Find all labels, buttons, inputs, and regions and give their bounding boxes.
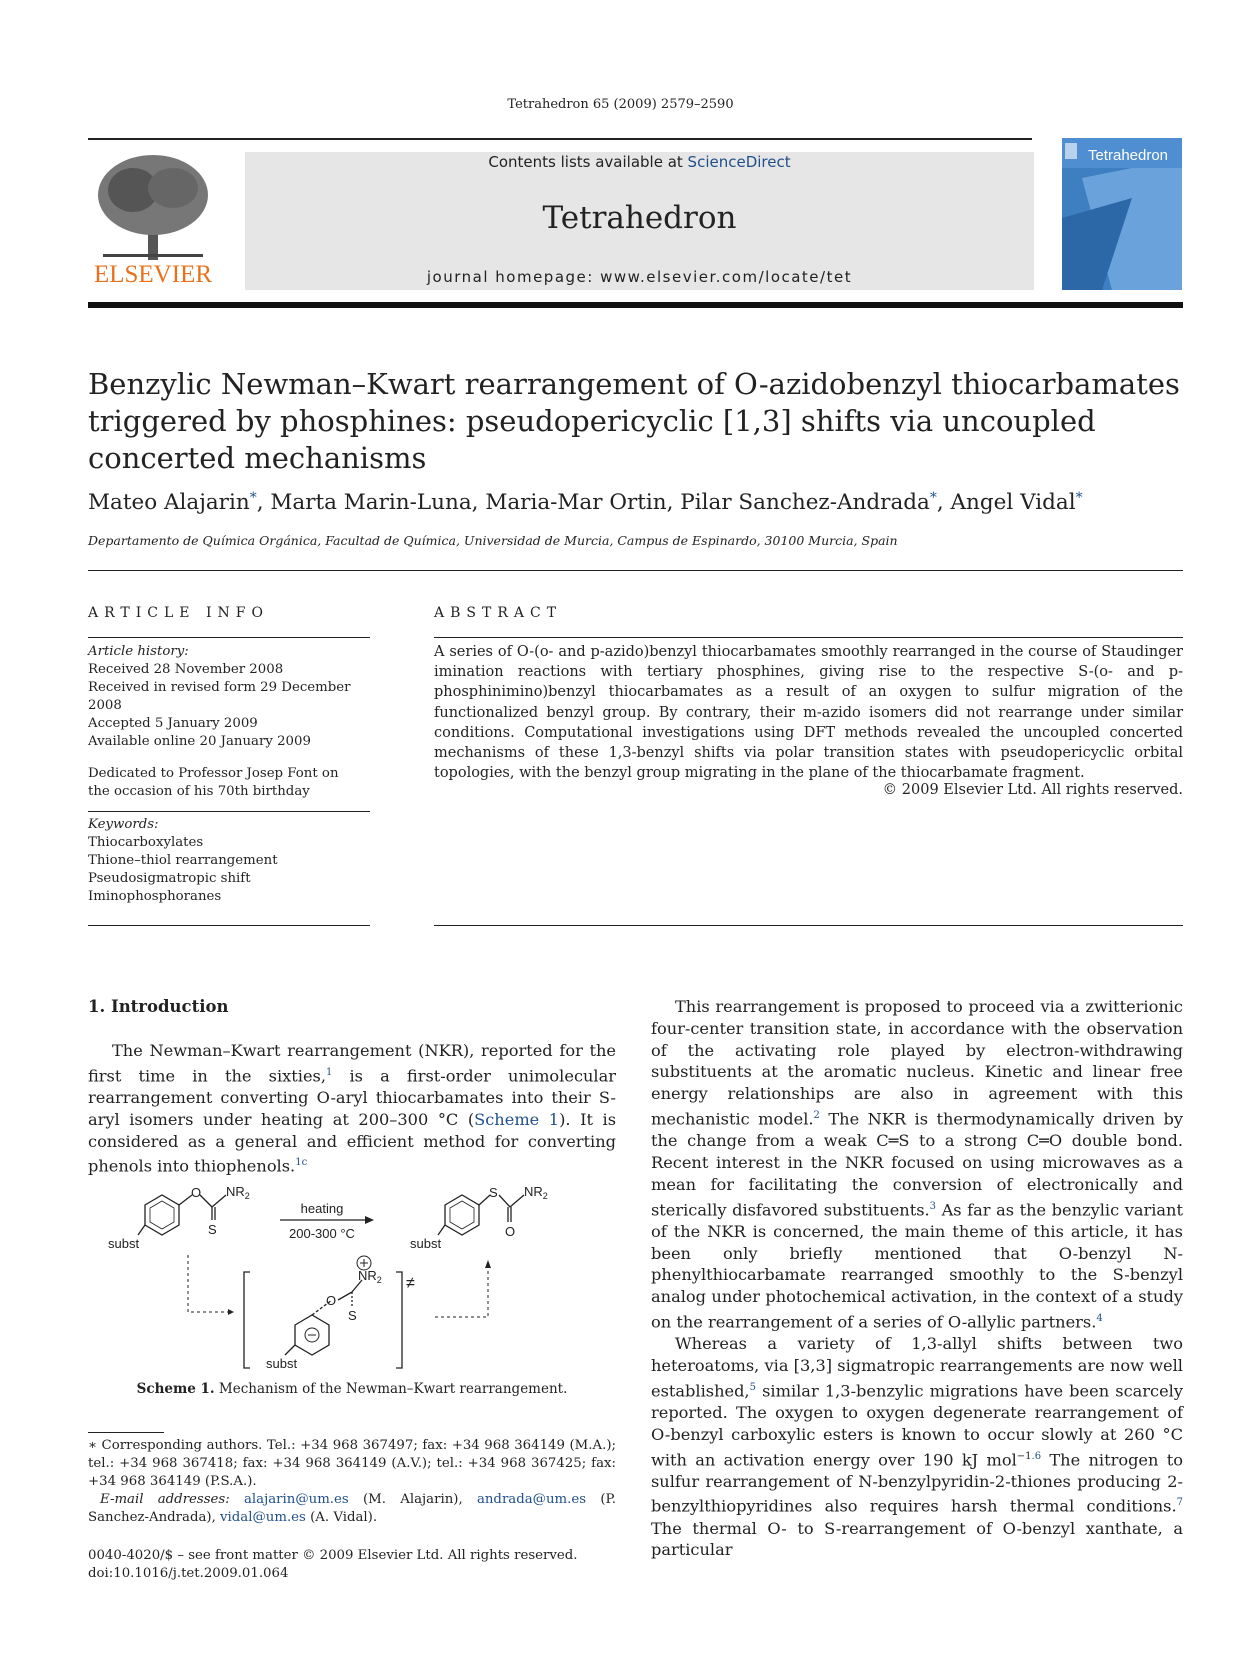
intro-right-column <box>651 996 1183 1561</box>
transition-state-mark: ≠ <box>406 1275 415 1292</box>
text-run: ). It is considered as a general and efficient method for converting phenols into thiophenols. <box>88 1109 617 1176</box>
scheme-caption-label: Scheme 1. <box>136 1381 215 1397</box>
footnote-rule <box>88 1432 164 1433</box>
elsevier-wordmark: ELSEVIER <box>93 261 213 288</box>
arrow-head-icon <box>485 1260 491 1268</box>
author-name[interactable]: Marta Marin-Luna <box>270 490 472 515</box>
text-run: As far as the benzylic variant of the NKR is concerned, the main theme of this article, it has been only briefly mentioned that O-benzyl N-phenylthiocarbamate rearranged smoothly to the S-benzyl analog under photochemical activation, in the context of a study on the rearrangement of a series of O-allylic partners. <box>651 1199 1183 1332</box>
contents-prefix: Contents lists available at <box>488 153 688 171</box>
dedication: Dedicated to Professor Josep Font on the occasion of his 70th birthday <box>88 766 339 799</box>
intro-left-paragraph <box>88 1040 616 1178</box>
header-rule <box>88 138 1032 140</box>
author-name[interactable]: Maria-Mar Ortin <box>485 490 667 515</box>
corresponding-author-mark[interactable]: * <box>249 490 257 506</box>
substituent-label: subst <box>410 1236 442 1251</box>
author-separator: , <box>471 490 486 515</box>
reference-link[interactable]: 3 <box>929 1200 937 1212</box>
substituent-label: subst <box>266 1356 298 1371</box>
amine-label: $NR_2$ <box>358 1268 382 1285</box>
abstract-heading: ABSTRACT <box>434 605 563 621</box>
abstract-bottom-rule <box>434 925 1183 926</box>
article-history <box>88 643 378 801</box>
email-label: E-mail addresses: <box>100 1492 244 1507</box>
keyword: Thiocarboxylates <box>88 835 204 850</box>
keyword: Iminophosphoranes <box>88 889 222 904</box>
arrow-label-bottom: 200-300 °C <box>289 1226 355 1241</box>
title-divider <box>88 570 1183 571</box>
text-run: similar 1,3-benzylic migrations have been scarcely reported. The oxygen to oxygen degenerate rearrangement of O-benzyl carboxylic esters is known to occur slowly at 260 °C with an activation energy over 190 kJ mol <box>651 1381 1183 1469</box>
sulfur-label: S <box>208 1222 217 1237</box>
exponent: −1 <box>1016 1450 1032 1462</box>
oxygen-label: O <box>191 1185 202 1200</box>
text-run: The nitrogen to sulfur rearrangement of N-benzylpyridin-2-thiones producing 2-benzylthiopyridines also requires harsh thermal conditions. <box>651 1449 1183 1516</box>
journal-cover[interactable] <box>1062 138 1182 290</box>
keyword: Pseudosigmatropic shift <box>88 871 251 886</box>
article-title: Benzylic Newman–Kwart rearrangement of O-azidobenzyl thiocarbamates triggered by phosphines: pseudopericyclic [1,3] shifts via uncoupled concerted mechanisms <box>88 367 1180 475</box>
article-info-rule <box>88 637 370 638</box>
reference-link[interactable]: 7 <box>1176 1497 1183 1509</box>
abstract-copyright: © 2009 Elsevier Ltd. All rights reserved. <box>882 782 1183 798</box>
elsevier-logo[interactable] <box>88 150 218 290</box>
affiliation: Departamento de Química Orgánica, Facultad de Química, Universidad de Murcia, Campus de Espinardo, 30100 Murcia, Spain <box>88 533 898 548</box>
scheme-1-link[interactable]: Scheme 1 <box>474 1109 560 1129</box>
doi-line[interactable]: doi:10.1016/j.tet.2009.01.064 <box>88 1566 289 1581</box>
text-run: The NKR is thermodynamically driven by the change from a weak C═S to a strong C═O double bond. Recent interest in the NKR focused on using microwaves as a mean for facilitating the conversion of electronically and sterically disfavored substituents. <box>651 1109 1183 1219</box>
ts-bracket-left <box>244 1272 250 1368</box>
abstract-text: A series of O-(o- and p-azido)benzyl thiocarbamates smoothly rearranged in the course of Staudinger imination reactions with tertiary phosphines, giving rise to the respective S-(o- and p-phosphinimino)benzyl thiocarbamates as a result of an oxygen to sulfur migration of the functionalized benzyl group. By contrary, their m-azido isomers did not rearrange under similar conditions. Computational investigations using DFT methods revealed the uncoupled concerted mechanisms of these 1,3-benzyl shifts via polar transition states with pseudopericyclic orbital topologies, with the benzyl group migrating in the plane of the thiocarbamate fragment. <box>434 644 1183 782</box>
header-thick-rule <box>88 302 1183 308</box>
elsevier-tree-icon <box>88 150 218 290</box>
email-addresses <box>88 1491 616 1527</box>
text-run: (M. Alajarin), <box>348 1492 477 1507</box>
amine-label: $NR_2$ <box>226 1184 250 1201</box>
reference-link[interactable]: 1 <box>325 1066 333 1078</box>
article-info-bottom-rule <box>88 925 370 926</box>
reference-link[interactable]: 5 <box>749 1381 756 1393</box>
text-run: (A. Vidal). <box>305 1510 378 1525</box>
author-separator: , <box>666 490 681 515</box>
scheme-caption-text: Mechanism of the Newman–Kwart rearrangement. <box>214 1381 568 1397</box>
corresponding-footnote <box>88 1437 616 1527</box>
cover-title: Tetrahedron <box>1087 147 1169 164</box>
sulfur-label: S <box>348 1308 357 1323</box>
text-run: This rearrangement is proposed to proceed via a zwitterionic four-center transition state, in accordance with the observation of the activating role played by electron-withdrawing substituents at the aromatic nucleus. Kinetic and linear free energy relationships are also in agreement with this mechanistic model. <box>651 997 1183 1129</box>
author-separator: , <box>936 490 951 515</box>
keywords-rule <box>88 811 370 812</box>
author-list <box>88 490 1188 515</box>
reference-link[interactable]: 2 <box>813 1109 820 1121</box>
history-item: Received 28 November 2008 <box>88 662 284 677</box>
author-separator: , <box>256 490 271 515</box>
journal-homepage[interactable]: journal homepage: www.elsevier.com/locate/tet <box>426 268 853 286</box>
email-link[interactable]: alajarin@um.es <box>244 1492 349 1507</box>
keywords-label: Keywords: <box>88 817 159 832</box>
text-run: The thermal O- to S-rearrangement of O-benzyl xanthate, a particular <box>651 1518 1183 1560</box>
text-run: (P. Sanchez-Andrada), <box>88 1492 616 1525</box>
abstract-rule <box>434 637 1183 638</box>
reference-link[interactable]: 4 <box>1096 1312 1103 1324</box>
substituent-label: subst <box>108 1236 140 1251</box>
arrow-label-top: heating <box>300 1201 344 1216</box>
journal-citation: Tetrahedron 65 (2009) 2579–2590 <box>507 97 734 112</box>
ts-bracket-right <box>396 1272 402 1368</box>
history-item: Accepted 5 January 2009 <box>88 716 258 731</box>
text-run: Whereas a variety of 1,3-allyl shifts between two heteroatoms, via [3,3] sigmatropic rearrangements are now well established, <box>651 1334 1183 1401</box>
email-link[interactable]: vidal@um.es <box>220 1510 306 1525</box>
article-info-heading: ARTICLE INFO <box>88 605 269 621</box>
author-name[interactable]: Pilar Sanchez-Andrada <box>680 490 930 515</box>
dotted-arrow-left <box>188 1255 230 1312</box>
sciencedirect-link[interactable]: ScienceDirect <box>687 153 791 171</box>
arrow-head-icon <box>365 1216 374 1224</box>
history-label: Article history: <box>88 644 189 659</box>
cover-image-icon <box>1062 138 1182 290</box>
amine-label: $NR_2$ <box>524 1184 548 1201</box>
oxygen-label: O <box>505 1224 516 1239</box>
corresponding-author-mark[interactable]: * <box>1075 490 1083 506</box>
front-matter <box>88 1547 578 1583</box>
scheme-caption <box>88 1381 616 1397</box>
reference-link[interactable]: 1c <box>295 1157 308 1169</box>
text-run: is a first-order unimolecular rearrangement converting O-aryl thiocarbamates into their S-aryl isomers under heating at 200–300 °C ( <box>88 1066 616 1129</box>
oxygen-label: O <box>326 1293 337 1308</box>
section-heading: 1. Introduction <box>88 997 229 1016</box>
corresponding-authors: ∗ Corresponding authors. Tel.: +34 968 367497; fax: +34 968 364149 (M.A.); tel.: +34 968 367418; fax: +34 968 364149 (A.V.); tel.: +34 968 367425; fax: +34 968 364149 (P.S.A.). <box>88 1438 616 1489</box>
author-name[interactable]: Mateo Alajarin <box>88 490 250 515</box>
reference-link[interactable]: .6 <box>1031 1450 1042 1462</box>
journal-name: Tetrahedron <box>542 200 737 236</box>
issn-line: 0040-4020/$ – see front matter © 2009 Elsevier Ltd. All rights reserved. <box>88 1548 578 1563</box>
contents-line <box>245 153 1034 171</box>
history-item: Available online 20 January 2009 <box>88 734 311 749</box>
keyword: Thione–thiol rearrangement <box>88 853 278 868</box>
scheme-1-figure <box>100 1180 600 1375</box>
history-item: Received in revised form 29 December 2008 <box>88 680 351 713</box>
dotted-arrow-right <box>435 1265 488 1317</box>
email-link[interactable]: andrada@um.es <box>476 1492 587 1507</box>
author-name[interactable]: Angel Vidal <box>950 490 1076 515</box>
keywords <box>88 816 378 906</box>
text-run: The Newman–Kwart rearrangement (NKR), reported for the first time in the sixties, <box>88 1041 616 1086</box>
arrow-head-icon <box>228 1309 234 1315</box>
corresponding-author-mark[interactable]: * <box>929 490 937 506</box>
sulfur-label: S <box>489 1185 498 1200</box>
